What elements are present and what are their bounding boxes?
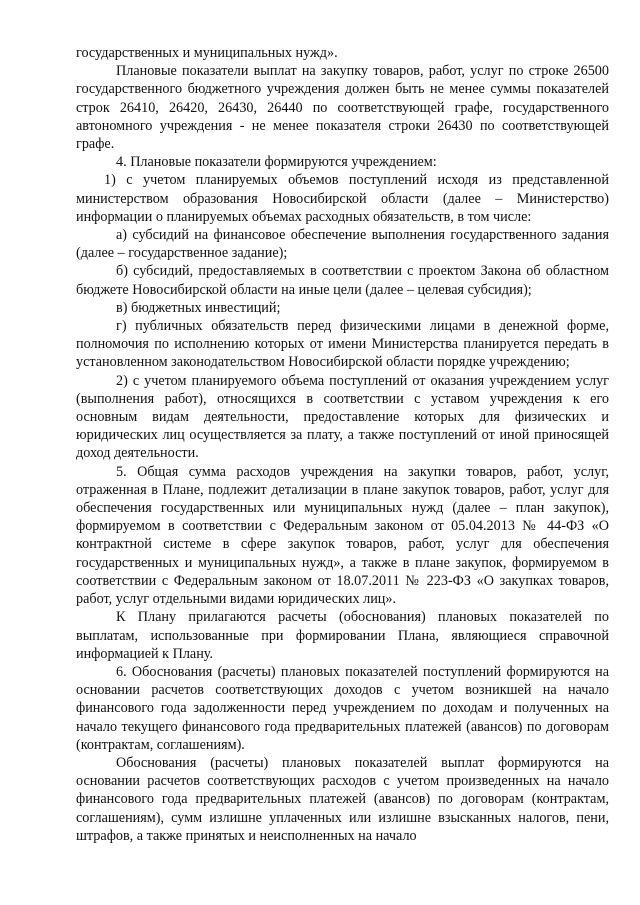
paragraph-continuation: государственных и муниципальных нужд». xyxy=(76,45,338,61)
paragraph-subitem-2: 2) с учетом планируемого объема поступлений от оказания учреждением услуг (выполнения работ), относящихся в соответствии с уставом учреждения к его основным видам деятельности, предоставление которых для физических и юридических лиц осуществляется за плату, а также поступлений от иной приносящей доход деятельности. xyxy=(76,372,609,462)
paragraph-purchase-indicators: Плановые показатели выплат на закупку товаров, работ, услуг по строке 26500 государственного бюджетного учреждения должен быть не менее суммы показателей строк 26410, 26420, 26430, 26440 по соответствующей графе, государственного автономного учреждения - не менее показателя строки 26430 по соответствующей графе. xyxy=(76,63,609,153)
paragraph-subitem-a: а) субсидий на финансовое обеспечение выполнения государственного задания (далее – государственное задание); xyxy=(76,227,609,262)
paragraph-subitem-1: 1) с учетом планируемых объемов поступлений исходя из представленной министерством образования Новосибирской области (далее – Министерство) информации о планируемых объемах расходных обязательств, в том числе: xyxy=(76,172,609,225)
paragraph-item-4: 4. Плановые показатели формируются учреждением: xyxy=(116,154,437,171)
paragraph-plan-attachments: К Плану прилагаются расчеты (обоснования) плановых показателей по выплатам, использованные при формировании Плана, являющиеся справочной информацией к Плану. xyxy=(76,609,609,662)
paragraph-item-6: 6. Обоснования (расчеты) плановых показателей поступлений формируются на основании расчетов соответствующих доходов с учетом возникшей на начало финансового года задолженности перед учреждением по доходам и полученных на начало текущего финансового года предварительных платежей (авансов) по договорам (контрактам, соглашениям). xyxy=(76,663,609,753)
paragraph-subitem-g: г) публичных обязательств перед физическими лицами в денежной форме, полномочия по исполнению которых от имени Министерства планируется передать в установленном законодательством Новосибирской области порядке учреждению; xyxy=(76,318,609,371)
paragraph-subitem-v: в) бюджетных инвестиций; xyxy=(116,299,281,316)
paragraph-subitem-b: б) субсидий, предоставляемых в соответствии с проектом Закона об областном бюджете Новосибирской области на иные цели (далее – целевая субсидия); xyxy=(76,263,609,298)
paragraph-item-5: 5. Общая сумма расходов учреждения на закупки товаров, работ, услуг, отраженная в Плане, подлежит детализации в плане закупок товаров, работ, услуг для обеспечения государственных или муниципальных нужд (далее – план закупок), формируемом в соответствии с Федеральным законом от 05.04.2013 № 44-ФЗ «О контрактной системе в сфере закупок товаров, работ, услуг для обеспечения государственных и муниципальных нужд», а также в плане закупок, формируемом в соответствии с Федеральным законом от 18.07.2011 № 223-ФЗ «О закупках товаров, работ, услуг отдельными видами юридических лиц». xyxy=(76,463,609,608)
document-page xyxy=(76,44,609,845)
paragraph-payment-justifications: Обоснования (расчеты) плановых показателей выплат формируются на основании расчетов соответствующих расходов с учетом произведенных на начало финансового года предварительных платежей (авансов) по договорам (контрактам, соглашениям), сумм излишне уплаченных или излишне взысканных налогов, пени, штрафов, а также принятых и неисполненных на начало xyxy=(76,754,609,844)
